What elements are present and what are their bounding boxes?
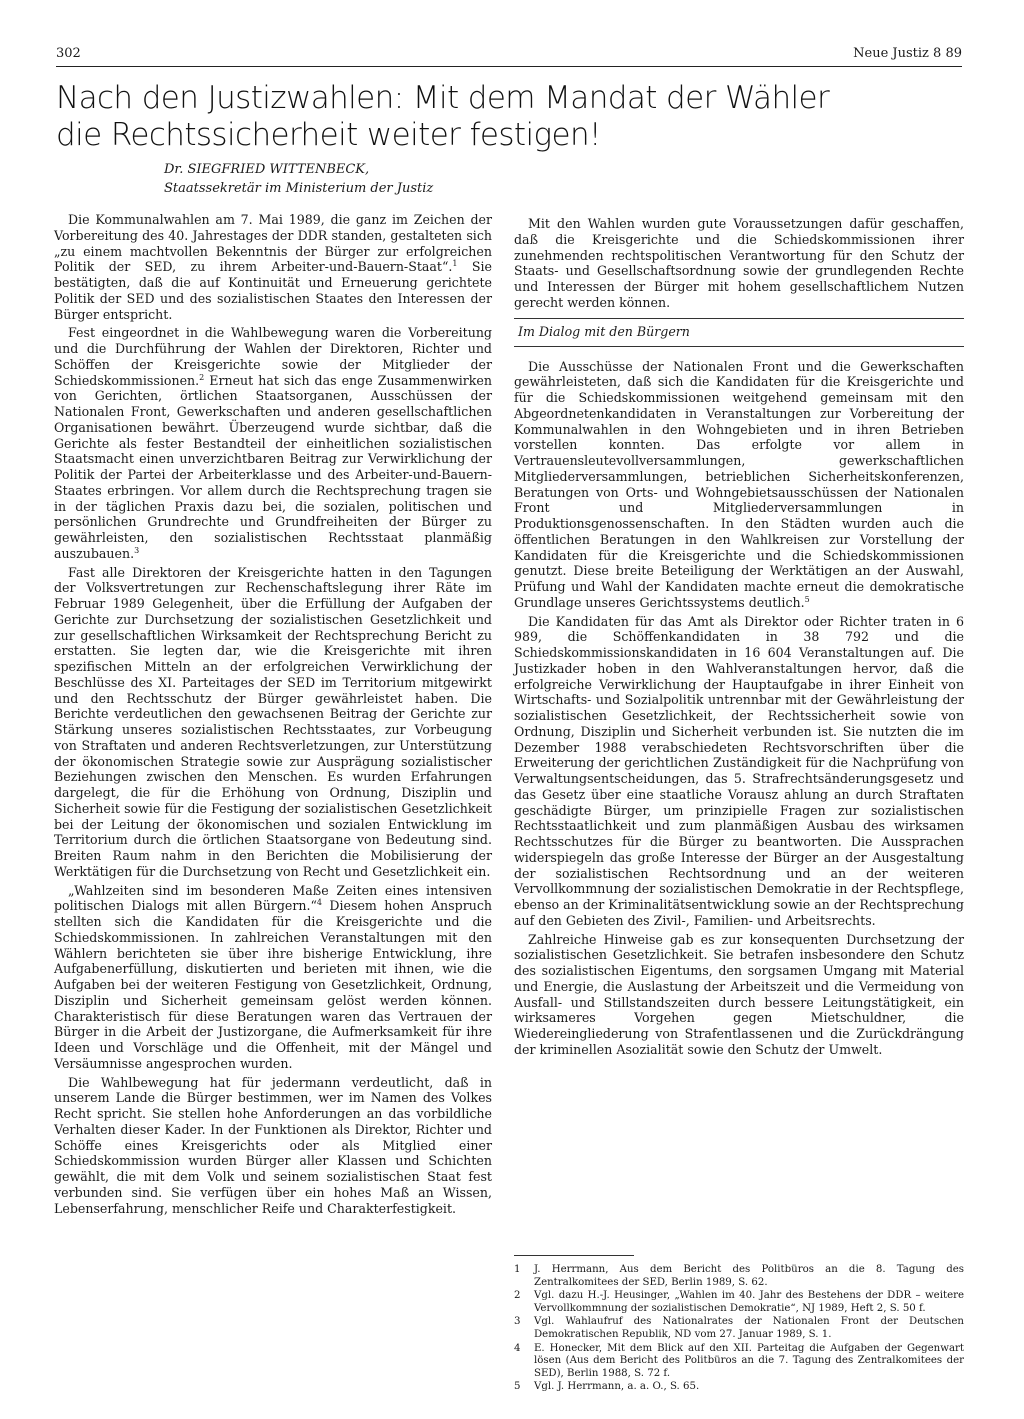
- footnote-number: 4: [514, 1342, 521, 1354]
- footnote-text: Vgl. Wahlaufruf des Nationalrates der Nationalen Front der Deutschen Demokratischen Republik, ND vom 27. Januar 1989, S. 1.: [534, 1316, 964, 1340]
- title-line-1: Nach den Justizwahlen: Mit dem Mandat der Wähler: [56, 80, 830, 116]
- section-rule: [514, 346, 964, 347]
- footnotes: [514, 1255, 964, 1395]
- page-number: 302: [56, 46, 81, 61]
- footnote-ref[interactable]: 5: [804, 594, 810, 604]
- footnote-ref[interactable]: 2: [199, 372, 205, 382]
- byline: [164, 160, 433, 198]
- paragraph: Mit den Wahlen wurden gute Voraussetzungen dafür geschaffen, daß die Kreisgerichte und die Schiedskommissionen ihrer zunehmenden rechtspolitischen Verantwortung für den Schutz der Staats- und Gesellschaftsordnung sowie der grundlegenden Rechte und Interessen der Bürger mit hohem gesellschaftlichem Nutzen gerecht werden können.: [514, 216, 964, 310]
- author-name: Dr. SIEGFRIED WITTENBECK,: [164, 162, 370, 177]
- footnote-text: Vgl. dazu H.-J. Heusinger, „Wahlen im 40. Jahr des Bestehens der DDR – weitere Vervollkommnung der sozialistischen Demokratie“, NJ 1989, Heft 2, S. 50 f.: [534, 1290, 964, 1314]
- footnote-text: Vgl. J. Herrmann, a. a. O., S. 65.: [534, 1381, 700, 1393]
- paragraph: Die Kommunalwahlen am 7. Mai 1989, die ganz im Zeichen der Vorbereitung des 40. Jahrestages der DDR standen, gestalteten sich „zu einem machtvollen Bekenntnis der Bürger zur erfolgreichen Politik der SED, zu ihrem Arbeiter-und-Bauern-Staat“.$^1$ Sie bestätigten, daß die auf Kontinuität und Erneuerung gerichtete Politik der SED und des sozialistischen Staates den Interessen der Bürger entspricht.: [54, 212, 492, 322]
- paragraph: „Wahlzeiten sind im besonderen Maße Zeiten eines intensiven politischen Dialogs mit allen Bürgern.“$^4$ Diesem hohen Anspruch stellten sich die Kandidaten für die Kreisgerichte und die Schiedskommissionen. In zahlreichen Veranstaltungen mit den Wählern berichteten sie über ihre bisherige Entwicklung, ihre Aufgabenerfüllung, diskutierten und berieten mit ihnen, wie die Aufgaben bei der weiteren Festigung von Gesetzlichkeit, Ordnung, Disziplin und Sicherheit gemeinsam gelöst werden können. Charakteristisch für diese Beratungen waren das Vertrauen der Bürger in die Arbeit der Justizorgane, die Aufmerksamkeit für ihre Ideen und Vorschläge und die Offenheit, mit der Mängel und Versäumnisse angesprochen wurden.: [54, 882, 492, 1071]
- header-rule: [56, 66, 962, 67]
- paragraph: Die Wahlbewegung hat für jedermann verdeutlicht, daß in unserem Lande die Bürger bestimmen, wer im Namen des Volkes Recht spricht. Sie stellen hohe Anforderungen an das vorbildliche Verhalten dieser Kader. In der Funktionen als Direktor, Richter und Schöffe eines Kreisgerichts oder als Mitglied einer Schiedskommission wurden Bürger aller Klassen und Schichten gewählt, die mit dem Volk und seinem sozialistischen Staat fest verbunden sind. Sie verfügen über ein hohes Maß an Wissen, Lebenserfahrung, menschlicher Reife und Charakterfestigkeit.: [54, 1074, 492, 1216]
- paragraph: Die Ausschüsse der Nationalen Front und die Gewerkschaften gewährleisteten, daß sich die Kandidaten für die Kreisgerichte und für die Schiedskommissionen weitgehend gemeinsam mit den Abgeordnetenkandidaten in Veranstaltungen zur Vorbereitung der Kommunalwahlen in den Wohngebieten und in ihren Betrieben vorstellen konnten. Das erfolgte vor allem in Vertrauensleutevollversammlungen, gewerkschaftlichen Mitgliederversammlungen, betrieblichen Sicherheitskonferenzen, Beratungen von Orts- und Wohngebietsausschüssen der Nationalen Front und Mitgliederversammlungen in Produktionsgenossenschaften. In den Städten wurden auch die öffentlichen Beratungen in den Wahlkreisen zur Vorstellung der Kandidaten für die Kreisgerichte und die Schiedskommissionen genutzt. Diese breite Beteiligung der Werktätigen an der Auswahl, Prüfung und Wahl der Kandidaten machte erneut die demokratische Grundlage unseres Gerichtssystems deutlich.$^5$: [514, 358, 964, 610]
- paragraph: Fast alle Direktoren der Kreisgerichte hatten in den Tagungen der Volksvertretungen zur Rechenschaftslegung ihrer Räte im Februar 1989 Gelegenheit, über die Erfüllung der Aufgaben der Gerichte zur Durchsetzung der sozialistischen Gesetzlichkeit und zur gesellschaftlichen Wirksamkeit der Rechtsprechung Bericht zu erstatten. Sie legten dar, wie die Kreisgerichte mit ihren spezifischen Mitteln an der erfolgreichen Verwirklichung der Beschlüsse des XI. Parteitages der SED im Territorium mitgewirkt und den Rechtsschutz der Bürger gewährleistet haben. Die Berichte verdeutlichen den gewachsenen Beitrag der Gerichte zur Stärkung unseres sozialistischen Rechtsstaates, zur Vorbeugung von Straftaten und anderen Rechtsverletzungen, zur Unterstützung der ökonomischen Strategie sowie zur Ausprägung sozialistischer Beziehungen zwischen den Menschen. Es wurden Erfahrungen dargelegt, die für die Erhöhung von Ordnung, Disziplin und Sicherheit sowie für die Festigung der sozialistischen Gesetzlichkeit bei der Leitung der ökonomischen und sozialen Entwicklung im Territorium durch die örtlichen Staatsorgane von Bedeutung sind. Breiten Raum nahm in den Berichten die Mobilisierung der Werktätigen für die Durchsetzung von Recht und Gesetzlichkeit ein.: [54, 564, 492, 879]
- footnote: [514, 1343, 964, 1381]
- footnote-rule: [514, 1255, 634, 1256]
- section-heading: Im Dialog mit den Bürgern: [518, 323, 690, 339]
- author-role: Staatssekretär im Ministerium der Justiz: [164, 181, 434, 196]
- paragraph: Fest eingeordnet in die Wahlbewegung waren die Vorbereitung und die Durchführung der Wahlen der Direktoren, Richter und Schöffen der Kreisgerichte sowie der Mitglieder der Schiedskommissionen.$^2$ Erneut hat sich das enge Zusammenwirken von Gerichten, örtlichen Staatsorganen, Ausschüssen der Nationalen Front, Gewerkschaften und anderen gesellschaftlichen Organisationen bewährt. Überzeugend wurde sichtbar, daß die Gerichte als fester Bestandteil der einheitlichen sozialistischen Staatsmacht einen unverzichtbaren Beitrag zur Verwirklichung der Politik der Partei der Arbeiterklasse und des Arbeiter-und-Bauern-Staates erbringen. Vor allem durch die Rechtsprechung tragen sie in der täglichen Praxis dazu bei, die sozialen, politischen und persönlichen Grundrechte und Grundfreiheiten der Bürger zu gewährleisten, den sozialistischen Rechtsstaat planmäßig auszubauen.$^3$: [54, 325, 492, 561]
- footnote-ref[interactable]: 1: [452, 259, 458, 269]
- paragraph: Die Kandidaten für das Amt als Direktor oder Richter traten in 6 989, die Schöffenkandidaten in 38 792 und die Schiedskommissionskandidaten in 16 604 Veranstaltungen auf. Die Justizkader hoben in den Wahlveranstaltungen hervor, daß die erfolgreiche Verwirklichung der Hauptaufgabe in ihrer Einheit von Wirtschafts- und Sozialpolitik untrennbar mit der Gewährleistung der sozialistischen Gesetzlichkeit, der Rechtssicherheit sowie von Ordnung, Disziplin und Sicherheit verbunden ist. Sie nutzten die im Dezember 1988 verabschiedeten Rechtsvorschriften über die Erweiterung der gerichtlichen Zuständigkeit für die Nachprüfung von Verwaltungsentscheidungen, das 5. Strafrechtsänderungsgesetz und das Gesetz über eine staatliche Vorausz ahlung an durch Straftaten geschädigte Bürger, um prinzipielle Fragen zur sozialistischen Rechtsstaatlichkeit und zum planmäßigen Ausbau des wirksamen Rechtsschutzes für die Bürger zu beantworten. Die Aussprachen widerspiegeln das große Interesse der Bürger an der Ausgestaltung der sozialistischen Rechtsordnung und an der weiteren Vervollkommnung der sozialistischen Demokratie in der Rechtspflege, ebenso an der Kriminalitätsentwicklung sowie an der Rechtsprechung auf den Gebieten des Zivil-, Familien- und Arbeitsrechts.: [514, 613, 964, 928]
- right-column: [514, 216, 964, 1058]
- paragraph: Zahlreiche Hinweise gab es zur konsequenten Durchsetzung der sozialistischen Gesetzlichkeit. Sie betrafen insbesondere den Schutz des sozialistischen Eigentums, den sorgsamen Umgang mit Material und Energie, die Auslastung der Arbeitszeit und die Vermeidung von Ausfall- und Stillstandszeiten durch bessere Leitungstätigkeit, ein wirksameres Vorgehen gegen Mietschuldner, die Wiedereingliederung von Strafentlassenen und die Zurückdrängung der kriminellen Asozialität sowie den Schutz der Umwelt.: [514, 931, 964, 1057]
- footnote: [514, 1316, 964, 1341]
- footnote-text: J. Herrmann, Aus dem Bericht des Politbüros an die 8. Tagung des Zentralkomitees der SED, Berlin 1989, S. 62.: [534, 1264, 964, 1288]
- footnote: [514, 1290, 964, 1315]
- left-column: [54, 212, 492, 1216]
- footnote-ref[interactable]: 3: [134, 545, 140, 555]
- footnote-number: 1: [514, 1264, 521, 1275]
- footnote-ref[interactable]: 4: [316, 898, 323, 908]
- article-title: [56, 80, 956, 154]
- section-rule: [514, 318, 964, 319]
- title-line-2: die Rechtssicherheit weiter festigen!: [56, 117, 601, 153]
- footnote: [514, 1381, 964, 1394]
- footnote-number: 2: [514, 1290, 521, 1302]
- footnote: [514, 1264, 964, 1289]
- footnote-text: E. Honecker, Mit dem Blick auf den XII. Parteitag die Aufgaben der Gegenwart lösen (Aus dem Bericht des Politbüros an die 7. Tagung des Zentralkomitees der SED), Berlin 1988, S. 72 f.: [534, 1342, 964, 1379]
- footnote-number: 3: [514, 1316, 521, 1328]
- footnote-number: 5: [514, 1381, 521, 1393]
- running-header: [56, 46, 962, 64]
- journal-issue: Neue Justiz 8 89: [853, 46, 962, 61]
